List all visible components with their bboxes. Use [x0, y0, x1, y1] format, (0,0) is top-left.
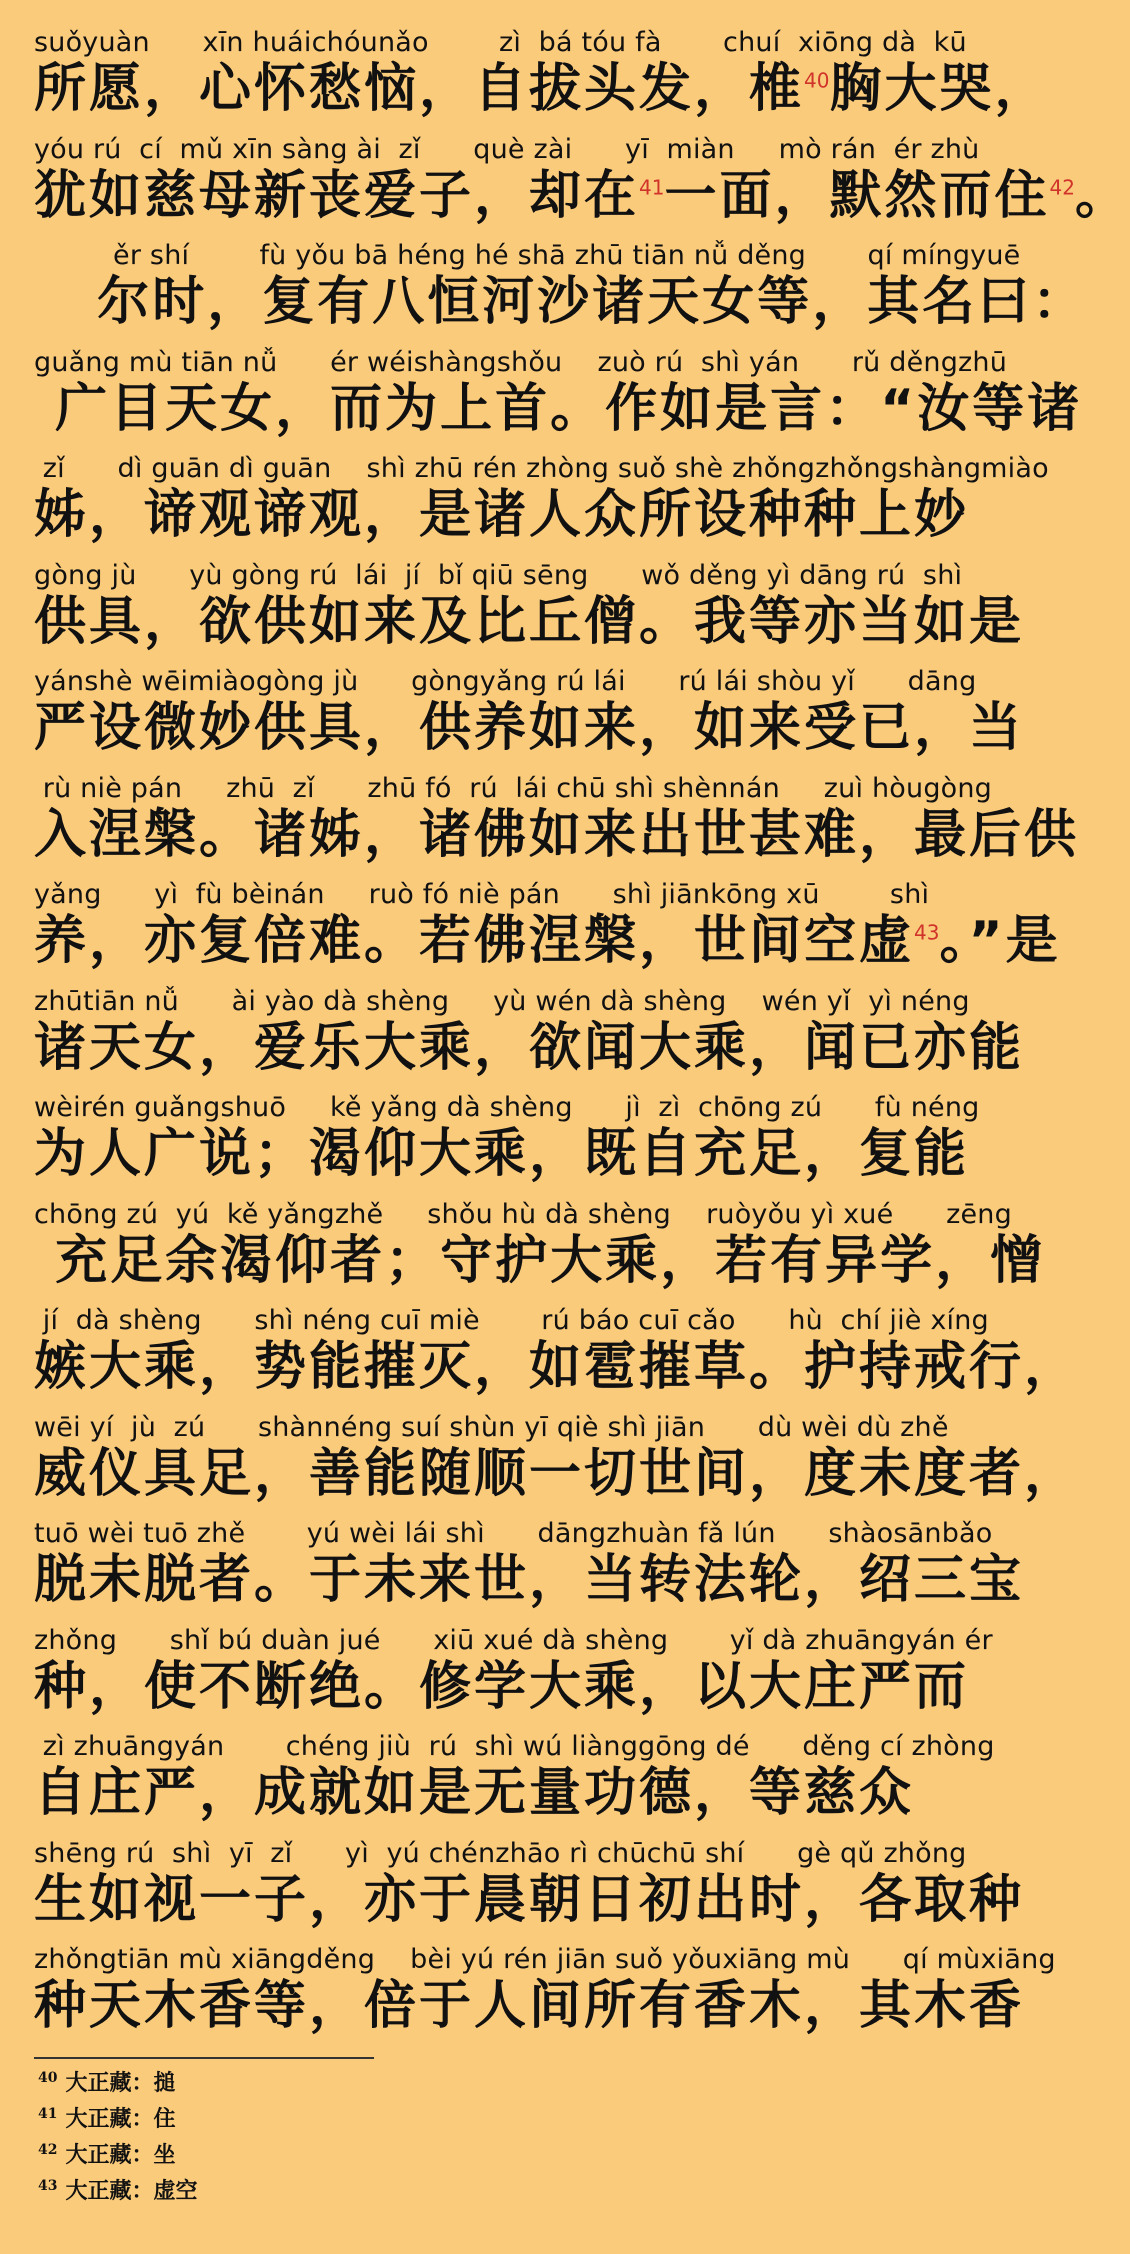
pinyin-line: yóu rú cí mǔ xīn sàng ài zǐ què zài yī miàn mò rán ér zhù [34, 133, 980, 165]
footnote-number: 40 [38, 2069, 58, 2086]
pinyin-line: yánshè wēimiàogòng jù gòngyǎng rú lái rú lái shòu yǐ dāng [34, 666, 977, 697]
hanzi-text: 供具，欲供如来及比丘僧。我等亦当如是 [34, 591, 1025, 652]
pinyin-line: suǒyuàn xīn huáichóunǎo zì bá tóu fà chuí xiōng dà kū [34, 27, 967, 58]
hanzi-line [34, 1230, 1046, 1292]
footnote-item [38, 2140, 176, 2170]
pinyin-line: gòng jù yù gòng rú lái jí bǐ qiū sēng wǒ děng yì dāng rú shì [34, 559, 963, 591]
pinyin-line: ěr shí fù yǒu bā héng hé shā zhū tiān nǚ děng qí míngyuē [34, 240, 1021, 271]
text-line [34, 1411, 1080, 1505]
hanzi-line [34, 697, 1046, 759]
hanzi-text: 一面，默然而住 [664, 165, 1050, 226]
hanzi-line [34, 1975, 1046, 2037]
pinyin-line: zì zhuāngyán chéng jiù rú shì wú liànggōng dé děng cí zhòng [34, 1731, 995, 1762]
pinyin-line: zǐ dì guān dì guān shì zhū rén zhòng suǒ shè zhǒngzhǒngshàngmiào [34, 453, 1049, 484]
pinyin-line: wēi yí jù zú shànnéng suí shùn yī qiè shì jiān dù wèi dù zhě [34, 1411, 949, 1443]
hanzi-line [34, 1656, 1046, 1718]
text-line [34, 772, 1080, 866]
text-line [34, 1093, 1046, 1185]
text-line [34, 667, 1046, 759]
hanzi-text: 嫉大乘，势能摧灭，如雹摧草。护持戒行， [34, 1337, 1080, 1397]
footnote-item [38, 2068, 176, 2098]
footnote-text: 大正藏：虚空 [65, 2178, 198, 2204]
footnote-divider [34, 2057, 374, 2059]
text-line [34, 987, 1046, 1079]
hanzi-line [34, 591, 1046, 653]
text-line [34, 879, 1061, 972]
hanzi-line [34, 1336, 1080, 1398]
hanzi-line [34, 1869, 1046, 1931]
footnote-number: 41 [38, 2105, 58, 2122]
text-line [34, 561, 1046, 653]
hanzi-line [34, 165, 1130, 227]
footnote-ref[interactable]: 40 [804, 68, 830, 93]
hanzi-line [34, 484, 1046, 546]
text-line [34, 1519, 1046, 1611]
hanzi-line [34, 1762, 1046, 1824]
footnote-number: 42 [38, 2141, 58, 2158]
hanzi-text: 充足余渴仰者；守护大乘，若有异学，憎 [34, 1230, 1046, 1291]
hanzi-text: 犹如慈母新丧爱子，却在 [34, 165, 640, 226]
footnote-ref[interactable]: 43 [914, 920, 940, 945]
pinyin-line: guǎng mù tiān nǚ ér wéishàngshǒu zuò rú shì yán rǔ děngzhū [34, 346, 1008, 378]
pinyin-line: yǎng yì fù bèinán ruò fó niè pán shì jiānkōng xū shì [34, 879, 930, 910]
pinyin-line: jí dà shèng shì néng cuī miè rú báo cuī cǎo hù chí jiè xíng [34, 1305, 989, 1336]
hanzi-text: 胸大哭， [829, 59, 1050, 119]
hanzi-text: 所愿，心怀愁恼，自拔头发，椎 [34, 59, 805, 119]
hanzi-text: 为人广说；渴仰大乘，既自充足，复能 [34, 1124, 970, 1184]
pinyin-line: wèirén guǎngshuō kě yǎng dà shèng jì zì chōng zú fù néng [34, 1092, 980, 1123]
hanzi-text: 严设微妙供具，供养如来，如来受已，当 [34, 698, 1025, 758]
pinyin-line: zhǒngtiān mù xiāngděng bèi yú rén jiān suǒ yǒuxiāng mù qí mùxiāng [34, 1944, 1056, 1975]
footnote-number: 43 [38, 2177, 58, 2194]
hanzi-line [34, 271, 1088, 333]
hanzi-line [34, 1549, 1046, 1611]
pinyin-line: tuō wèi tuō zhě yú wèi lái shì dāngzhuàn fǎ lún shàosānbǎo [34, 1518, 993, 1549]
text-line [34, 346, 1083, 440]
text-line [34, 27, 1050, 120]
footnote-item [38, 2176, 198, 2206]
footnote-text: 大正藏：坐 [65, 2142, 176, 2168]
hanzi-text: 尔时，复有八恒河沙诸天女等，其名曰： [34, 272, 1088, 332]
hanzi-text: 入涅槃。诸姊，诸佛如来出世甚难，最后供 [34, 804, 1080, 865]
text-line [34, 1305, 1080, 1398]
hanzi-line [34, 1017, 1046, 1079]
footnote-item [38, 2104, 176, 2134]
hanzi-text: 种天木香等，倍于人间所有香木，其木香 [34, 1976, 1025, 2036]
hanzi-text: 自庄严，成就如是无量功德，等慈众 [34, 1763, 915, 1823]
hanzi-line [34, 910, 1061, 972]
hanzi-text: 。 [1074, 165, 1130, 226]
hanzi-text: 种，使不断绝。修学大乘，以大庄严而 [34, 1656, 970, 1717]
pinyin-line: shēng rú shì yī zǐ yì yú chénzhāo rì chūchū shí gè qǔ zhǒng [34, 1837, 967, 1869]
hanzi-line [34, 1443, 1080, 1505]
hanzi-text: 生如视一子，亦于晨朝日初出时，各取种 [34, 1869, 1025, 1930]
pinyin-line: chōng zú yú kě yǎngzhě shǒu hù dà shèng ruòyǒu yì xué zēng [34, 1198, 1012, 1230]
text-line [34, 1732, 1046, 1824]
hanzi-line [34, 378, 1083, 440]
hanzi-text: 养，亦复倍难。若佛涅槃，世间空虚 [34, 911, 915, 971]
text-line [34, 133, 1130, 227]
hanzi-text: 诸天女，爱乐大乘，欲闻大乘，闻已亦能 [34, 1017, 1025, 1078]
hanzi-text: 。”是 [939, 911, 1061, 971]
pinyin-line: zhǒng shǐ bú duàn jué xiū xué dà shèng yǐ dà zhuāngyán ér [34, 1624, 993, 1656]
hanzi-text: 脱未脱者。于未来世，当转法轮，绍三宝 [34, 1550, 1025, 1610]
hanzi-line [34, 804, 1080, 866]
text-line [34, 1200, 1046, 1292]
text-line [34, 1944, 1056, 2037]
hanzi-text: 威仪具足，善能随顺一切世间，度未度者， [34, 1443, 1080, 1504]
hanzi-line [34, 1123, 1046, 1185]
text-line [34, 240, 1088, 333]
text-line [34, 1839, 1046, 1931]
hanzi-text: 姊，谛观谛观，是诸人众所设种种上妙 [34, 485, 970, 545]
hanzi-text: 广目天女，而为上首。作如是言：“汝等诸 [34, 378, 1083, 439]
footnote-text: 大正藏：搥 [65, 2070, 176, 2096]
footnote-text: 大正藏：住 [65, 2106, 176, 2132]
text-line [34, 453, 1049, 546]
pinyin-line: rù niè pán zhū zǐ zhū fó rú lái chū shì shènnán zuì hòugòng [34, 772, 993, 804]
footnote-ref[interactable]: 42 [1049, 175, 1075, 200]
text-line [34, 1626, 1046, 1718]
hanzi-line [34, 58, 1050, 120]
pinyin-line: zhūtiān nǚ ài yào dà shèng yù wén dà shèng wén yǐ yì néng [34, 985, 970, 1017]
footnote-ref[interactable]: 41 [639, 175, 665, 200]
